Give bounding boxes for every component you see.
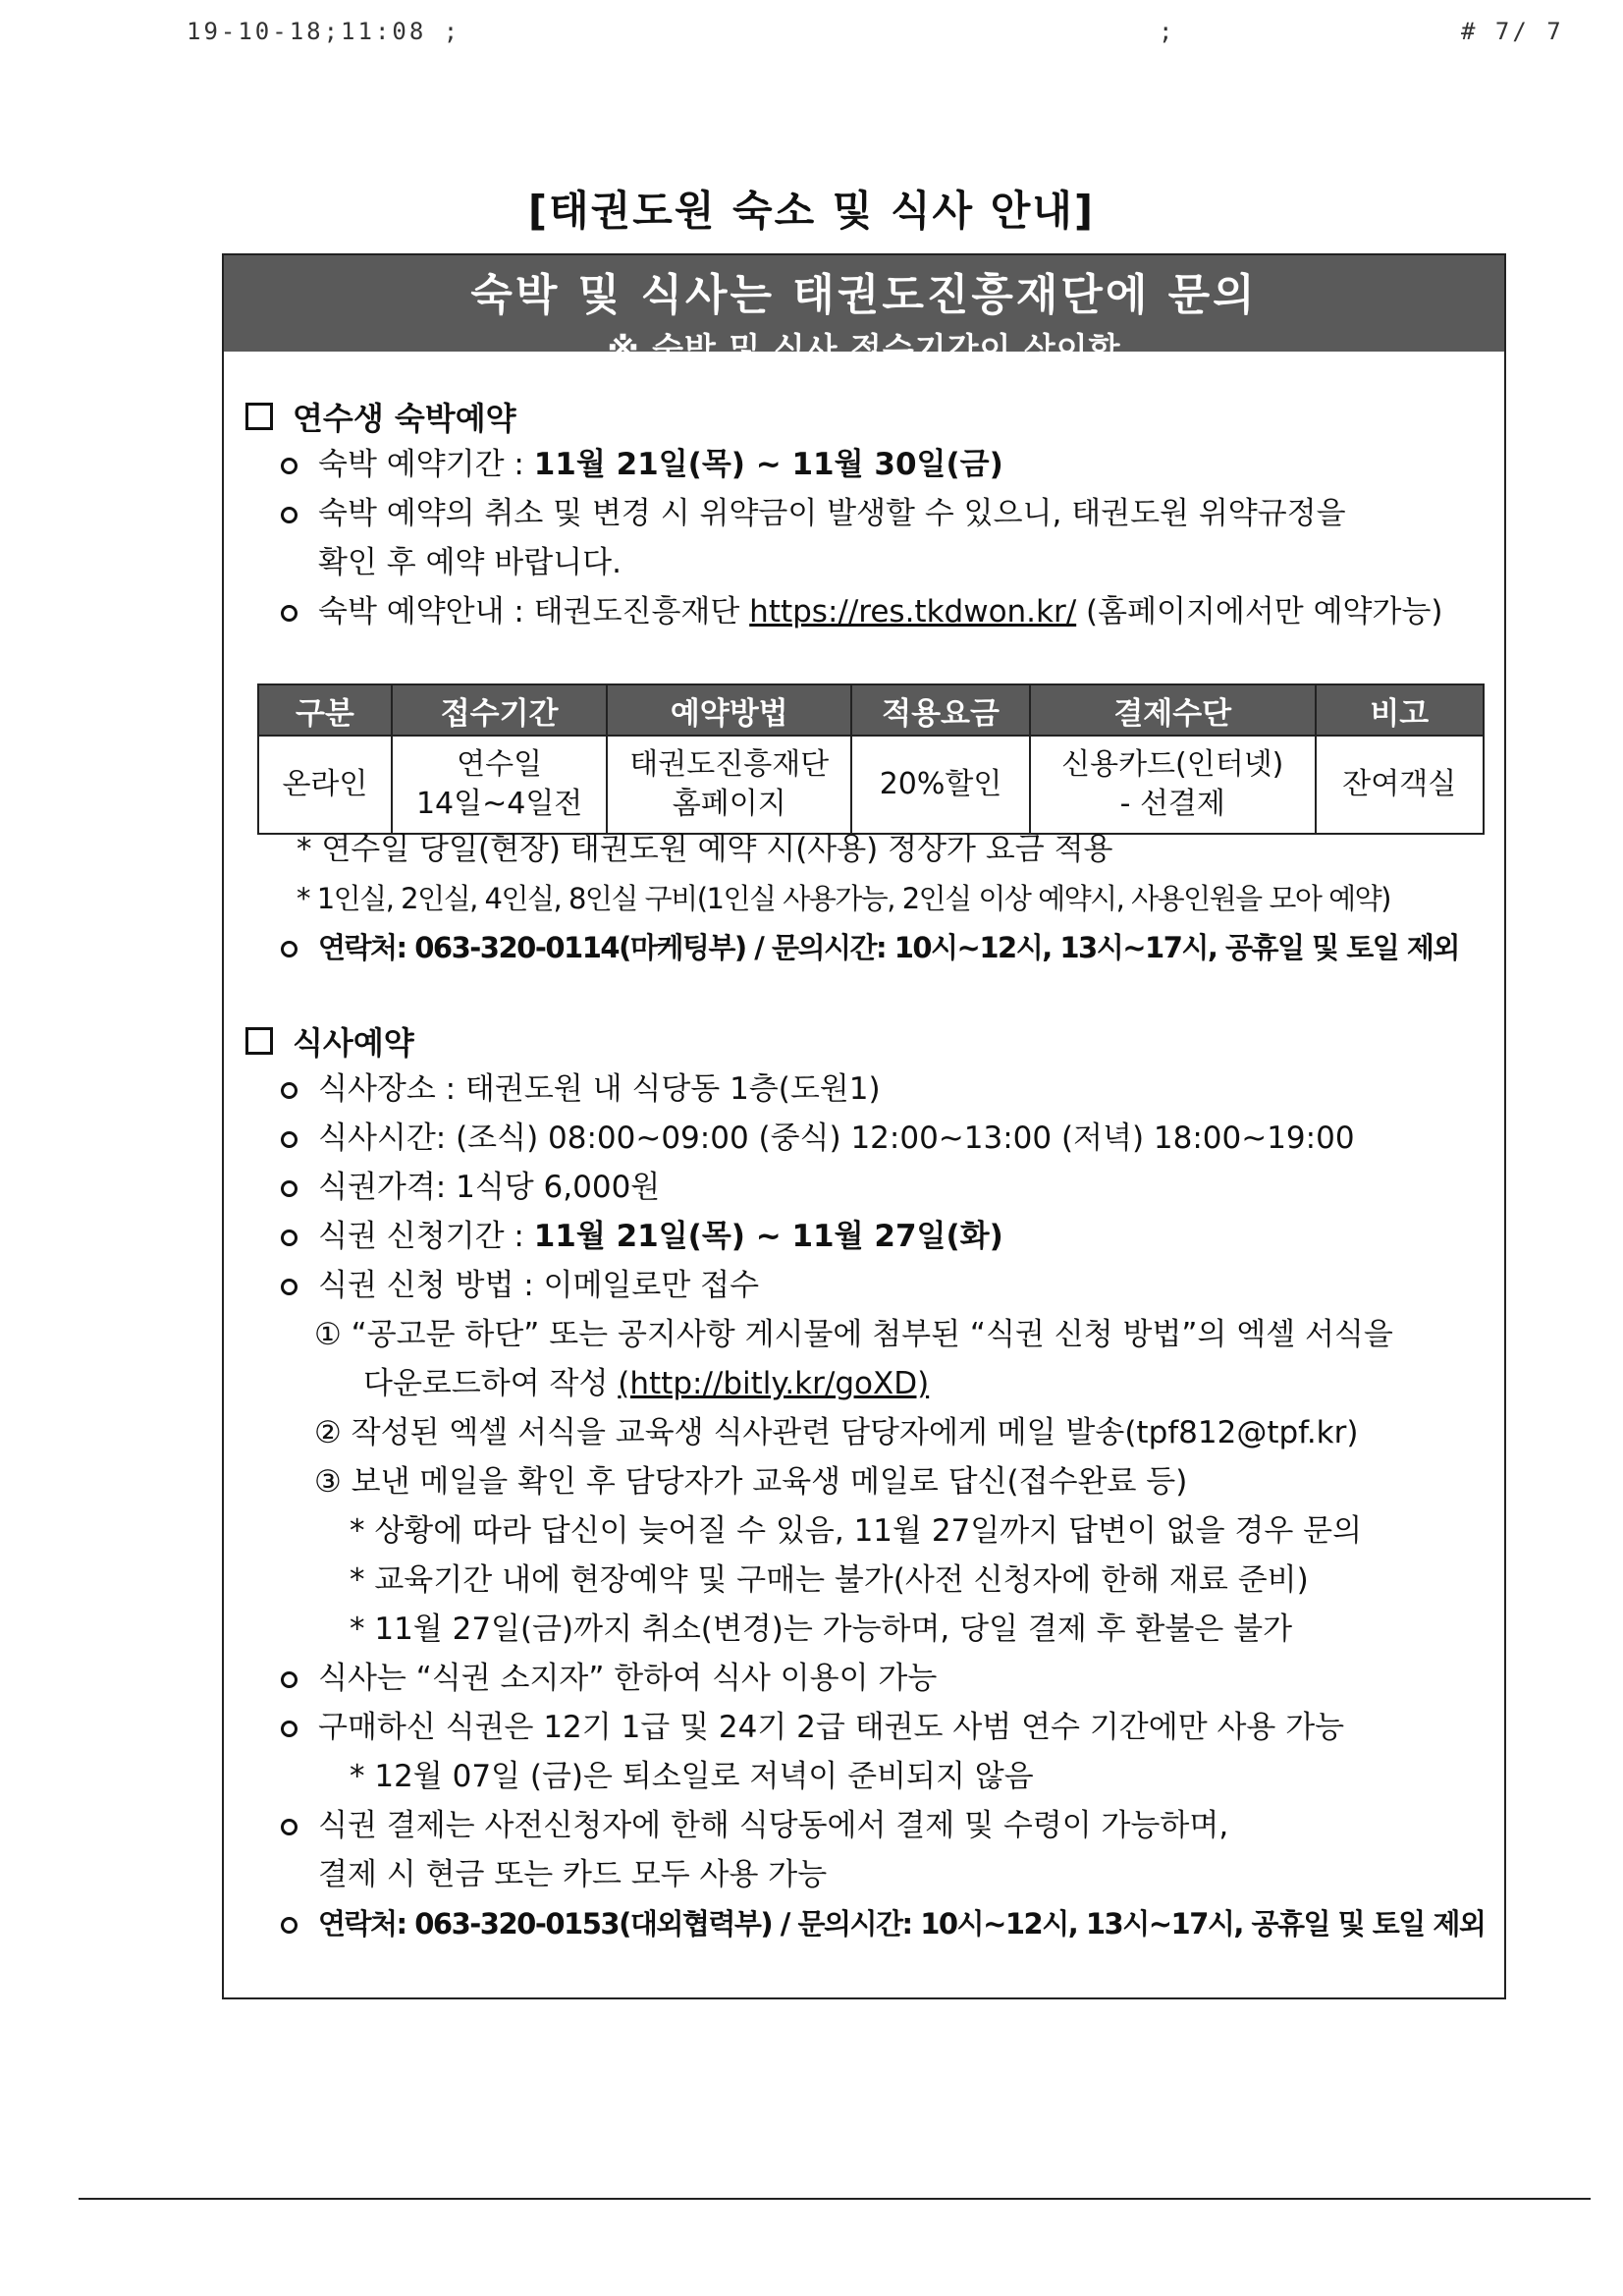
page-title: [태권도원 숙소 및 식사 안내] bbox=[527, 187, 1096, 235]
table-header: 구분 bbox=[258, 684, 392, 736]
meal-period-label: 식권 신청기간 : bbox=[318, 1219, 534, 1254]
content bbox=[240, 393, 1488, 1941]
table-cell-rate: 20%할인 bbox=[851, 736, 1030, 834]
table-cell-period bbox=[392, 736, 607, 834]
table-cell-method bbox=[607, 736, 851, 834]
table-header: 비고 bbox=[1316, 684, 1484, 736]
meal-step-1: ① “공고문 하단” 또는 공지사항 게시물에 첨부된 “식권 신청 방법”의 엑셀 서식을 bbox=[314, 1317, 1393, 1352]
meal-note-1: * 상황에 따라 답신이 늦어질 수 있음, 11월 27일까지 답변이 없을 경우 문의 bbox=[350, 1513, 1363, 1549]
banner-main: 숙박 및 식사는 태권도진흥재단에 문의 bbox=[470, 270, 1258, 320]
lodging-period-value: 11월 21일(목) ~ 11월 30일(금) bbox=[533, 447, 1003, 482]
info-box bbox=[222, 253, 1506, 1999]
meal-step-1-text: 다운로드하여 작성 bbox=[363, 1366, 619, 1401]
meal-note-2: * 교육기간 내에 현장예약 및 구매는 불가(사전 신청자에 한해 재료 준비) bbox=[350, 1562, 1309, 1598]
lodging-notes bbox=[240, 825, 1488, 1948]
meal-usage-note: * 12월 07일 (금)은 퇴소일로 저녁이 준비되지 않음 bbox=[350, 1759, 1034, 1794]
table-cell-type: 온라인 bbox=[258, 736, 392, 834]
lodging-period-label: 숙박 예약기간 : bbox=[318, 447, 534, 482]
fax-header-page: # 7/ 7 bbox=[1461, 18, 1564, 45]
lodging-penalty-cont: 확인 후 예약 바랍니다. bbox=[318, 545, 622, 580]
lodging-contact: 연락처: 063-320-0114(마케팅부) / 문의시간: 10시~12시, 13시~17시, 공휴일 및 토일 제외 bbox=[240, 923, 1488, 972]
fax-header-separator: ; bbox=[1159, 18, 1176, 45]
lodging-guide-suffix: (홈페이지에서만 예약가능) bbox=[1076, 594, 1443, 629]
lodging-note-1: * 연수일 당일(현장) 태권도원 예약 시(사용) 정상가 요금 적용 bbox=[297, 832, 1113, 867]
table-header-row bbox=[258, 684, 1484, 736]
meal-place: 식사장소 : 태권도원 내 식당동 1층(도원1) bbox=[240, 1065, 1488, 1114]
lodging-url-link[interactable]: https://res.tkdwon.kr/ bbox=[749, 594, 1077, 629]
period-line-2: 14일~4일전 bbox=[415, 787, 583, 821]
method-line-1: 태권도진흥재단 bbox=[629, 747, 830, 782]
payment-line-2: - 선결제 bbox=[1119, 787, 1225, 821]
lodging-period bbox=[240, 440, 1488, 489]
table-cell-payment bbox=[1030, 736, 1316, 834]
meal-payment-cont: 결제 시 현금 또는 카드 모두 사용 가능 bbox=[318, 1857, 828, 1892]
meal-step-3: ③ 보낸 메일을 확인 후 담당자가 교육생 메일로 답신(접수완료 등) bbox=[314, 1464, 1188, 1500]
meal-heading-label: 식사예약 bbox=[293, 1024, 414, 1062]
meal-holder: 식사는 “식권 소지자” 한하여 식사 이용이 가능 bbox=[240, 1654, 1488, 1703]
meal-period-value: 11월 21일(목) ~ 11월 27일(화) bbox=[533, 1219, 1003, 1254]
meal-period bbox=[240, 1212, 1488, 1261]
meal-method: 식권 신청 방법 : 이메일로만 접수 bbox=[240, 1261, 1488, 1310]
checkbox-square-icon bbox=[245, 403, 273, 430]
lodging-table bbox=[257, 683, 1485, 835]
meal-heading bbox=[240, 1017, 1488, 1065]
lodging-note-2: * 1인실, 2인실, 4인실, 8인실 구비(1인실 사용가능, 2인실 이상 예약시, 사용인원을 모아 예약) bbox=[297, 882, 1390, 915]
table-header: 접수기간 bbox=[392, 684, 607, 736]
payment-line-1: 신용카드(인터넷) bbox=[1061, 747, 1284, 782]
table-header: 적용요금 bbox=[851, 684, 1030, 736]
lodging-heading bbox=[240, 393, 1488, 440]
meal-note-3: * 11월 27일(금)까지 취소(변경)는 가능하며, 당일 결제 후 환불은 불가 bbox=[350, 1612, 1293, 1647]
lodging-heading-label: 연수생 숙박예약 bbox=[293, 400, 516, 437]
lodging-guide bbox=[240, 587, 1488, 636]
table-row bbox=[258, 736, 1484, 834]
checkbox-square-icon bbox=[245, 1027, 273, 1055]
table-cell-note: 잔여객실 bbox=[1316, 736, 1484, 834]
fax-header-timestamp: 19-10-18;11:08 ; bbox=[187, 18, 461, 45]
period-line-1: 연수일 bbox=[457, 747, 543, 782]
meal-step-1-cont bbox=[240, 1359, 1488, 1408]
meal-form-url-link[interactable]: (http://bitly.kr/goXD) bbox=[618, 1366, 930, 1401]
method-line-2: 홈페이지 bbox=[672, 787, 786, 821]
meal-price: 식권가격: 1식당 6,000원 bbox=[240, 1163, 1488, 1212]
bottom-divider bbox=[79, 2198, 1591, 2200]
meal-payment: 식권 결제는 사전신청자에 한해 식당동에서 결제 및 수령이 가능하며, bbox=[240, 1801, 1488, 1850]
lodging-guide-label: 숙박 예약안내 : 태권도진흥재단 bbox=[318, 594, 750, 629]
table-header: 예약방법 bbox=[607, 684, 851, 736]
banner bbox=[224, 255, 1504, 368]
meal-step-2: ② 작성된 엑셀 서식을 교육생 식사관련 담당자에게 메일 발송(tpf812@tpf.kr) bbox=[314, 1415, 1359, 1450]
meal-usage: 구매하신 식권은 12기 1급 및 24기 2급 태권도 사범 연수 기간에만 사용 가능 bbox=[240, 1703, 1488, 1752]
banner-sub: ※ 숙박 및 식사 접수기간이 상이함 bbox=[607, 330, 1121, 368]
meal-contact: 연락처: 063-320-0153(대외협력부) / 문의시간: 10시~12시, 13시~17시, 공휴일 및 토일 제외 bbox=[240, 1899, 1488, 1948]
lodging-penalty: 숙박 예약의 취소 및 변경 시 위약금이 발생할 수 있으니, 태권도원 위약규정을 bbox=[240, 489, 1488, 538]
table-header: 결제수단 bbox=[1030, 684, 1316, 736]
meal-time: 식사시간: (조식) 08:00~09:00 (중식) 12:00~13:00 (저녁) 18:00~19:00 bbox=[240, 1114, 1488, 1163]
